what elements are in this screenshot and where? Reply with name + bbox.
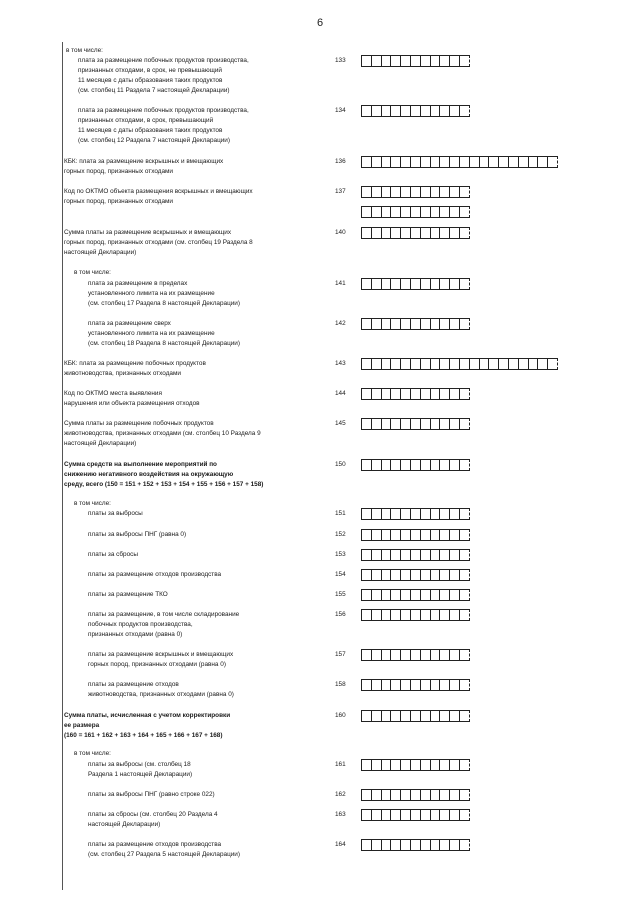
line-code: 152 [335, 531, 346, 538]
input-cell[interactable] [459, 529, 470, 541]
input-cell[interactable] [459, 278, 470, 290]
row-label: в том числе: [74, 500, 111, 507]
line-code: 150 [335, 461, 346, 468]
row-label: платы за выбросы [88, 510, 143, 517]
line-code: 142 [335, 320, 346, 327]
row-label: Сумма платы за размещение вскрышных и вмещающих горных пород, признанных отходами (см. столбец 19 Раздела 8 настоящей Декларации) [64, 229, 253, 256]
row-label: плата за размещение побочных продуктов производства, признанных отходами, в срок, не превышающий 11 месяцев с даты образования таких продуктов (см. столбец 11 Раздела 7 настоящей Декларации) [78, 57, 249, 94]
input-cell[interactable] [459, 649, 470, 661]
input-cell[interactable] [459, 589, 470, 601]
row-label: платы за размещение отходов производства (см. столбец 27 Раздела 5 настоящей Декларации) [88, 841, 241, 858]
line-code: 156 [335, 611, 346, 618]
input-cells[interactable] [361, 186, 469, 198]
input-cell[interactable] [459, 418, 470, 430]
input-cells[interactable] [361, 569, 469, 581]
row-label: платы за размещение, в том числе складирование побочных продуктов производства, признанных отходами (равна 0) [88, 611, 240, 638]
input-cells[interactable] [361, 55, 469, 67]
input-cell[interactable] [459, 508, 470, 520]
row-label: платы за размещение отходов производства [88, 571, 222, 578]
input-cells[interactable] [361, 278, 469, 290]
input-cell[interactable] [459, 679, 470, 691]
input-cells[interactable] [361, 459, 469, 471]
input-cell[interactable] [459, 549, 470, 561]
row-label: платы за выбросы ПНГ (равно строке 022) [88, 791, 215, 798]
row-label: платы за выбросы ПНГ (равна 0) [88, 531, 187, 538]
input-cell[interactable] [459, 227, 470, 239]
line-code: 163 [335, 811, 346, 818]
line-code: 161 [335, 761, 346, 768]
input-cell[interactable] [547, 156, 558, 168]
row-label: Сумма платы за размещение побочных продуктов животноводства, признанных отходами (см. столбец 10 Раздела 9 настоящей Декларации) [64, 420, 261, 447]
input-cells[interactable] [361, 508, 469, 520]
line-code: 162 [335, 791, 346, 798]
input-cells[interactable] [361, 839, 469, 851]
input-cells[interactable] [361, 789, 469, 801]
line-code: 136 [335, 158, 346, 165]
line-code: 153 [335, 551, 346, 558]
input-cell[interactable] [459, 206, 470, 218]
page-number: 6 [316, 17, 324, 29]
line-code: 143 [335, 360, 346, 367]
input-cells[interactable] [361, 549, 469, 561]
input-cells[interactable] [361, 358, 557, 370]
input-cells[interactable] [361, 105, 469, 117]
line-code: 144 [335, 390, 346, 397]
input-cell[interactable] [459, 759, 470, 771]
input-cells[interactable] [361, 809, 469, 821]
input-cell[interactable] [459, 318, 470, 330]
input-cells[interactable] [361, 649, 469, 661]
row-label: плата за размещение в пределах установленного лимита на их размещение (см. столбец 17 Раздела 8 настоящей Декларации) [88, 280, 241, 307]
input-cells[interactable] [361, 156, 557, 168]
input-cell[interactable] [459, 809, 470, 821]
input-cell[interactable] [459, 609, 470, 621]
line-code: 151 [335, 510, 346, 517]
input-cell[interactable] [459, 839, 470, 851]
input-cells[interactable] [361, 679, 469, 691]
line-code: 160 [335, 712, 346, 719]
line-code: 133 [335, 57, 346, 64]
row-label: КБК: плата за размещение побочных продуктов животноводства, признанных отходами [64, 360, 206, 377]
row-label: в том числе: [74, 269, 111, 276]
input-cells[interactable] [361, 529, 469, 541]
row-label: в том числе: [74, 750, 111, 757]
input-cell[interactable] [547, 358, 558, 370]
input-cells[interactable] [361, 388, 469, 400]
input-cell[interactable] [459, 186, 470, 198]
line-code: 134 [335, 107, 346, 114]
input-cell[interactable] [459, 105, 470, 117]
line-code: 140 [335, 229, 346, 236]
input-cell[interactable] [459, 789, 470, 801]
input-cell[interactable] [459, 459, 470, 471]
input-cell[interactable] [459, 388, 470, 400]
row-label: платы за выбросы (см. столбец 18 Раздела 1 настоящей Декларации) [88, 761, 193, 778]
input-cell[interactable] [459, 55, 470, 67]
input-cells[interactable] [361, 609, 469, 621]
line-code: 145 [335, 420, 346, 427]
input-cell[interactable] [459, 710, 470, 722]
line-code: 137 [335, 188, 346, 195]
row-label: в том числе: [66, 47, 103, 54]
input-cells[interactable] [361, 710, 469, 722]
line-code: 155 [335, 591, 346, 598]
row-label: плата за размещение сверх установленного лимита на их размещение (см. столбец 18 Раздела 8 настоящей Декларации) [88, 320, 241, 347]
row-label: платы за размещение вскрышных и вмещающих горных пород, признанных отходами (равна 0) [88, 651, 234, 668]
input-cells[interactable] [361, 318, 469, 330]
row-label: КБК: плата за размещение вскрышных и вмещающих горных пород, признанных отходами [64, 158, 224, 175]
line-code: 141 [335, 280, 346, 287]
input-cells[interactable] [361, 759, 469, 771]
row-label: платы за сбросы [88, 551, 138, 558]
row-label: плата за размещение побочных продуктов производства, признанных отходами, в срок, превышающий 11 месяцев с даты образования таких продуктов (см. столбец 12 Раздела 7 настоящей Декларации) [78, 107, 249, 144]
line-code: 154 [335, 571, 346, 578]
row-label: Сумма средств на выполнение мероприятий по снижению негативного воздействия на окружающую среду, всего (150 = 151 + 152 + 153 + 154 + 155 + 156 + 157 + 158) [64, 461, 264, 488]
line-code: 157 [335, 651, 346, 658]
input-cells[interactable] [361, 418, 469, 430]
row-label: платы за сбросы (см. столбец 20 Раздела 4 настоящей Декларации) [88, 811, 218, 828]
input-cell[interactable] [459, 569, 470, 581]
line-code: 158 [335, 681, 346, 688]
row-label: платы за размещение отходов животноводства, признанных отходами (равна 0) [88, 681, 234, 698]
row-label: Код по ОКТМО места выявления нарушения или объекта размещения отходов [64, 390, 200, 407]
line-code: 164 [335, 841, 346, 848]
row-label: платы за размещение ТКО [88, 591, 168, 598]
input-cells[interactable] [361, 227, 469, 239]
input-cells[interactable] [361, 206, 469, 218]
row-label: Код по ОКТМО объекта размещения вскрышных и вмещающих горных пород, признанных отходами [64, 188, 253, 205]
input-cells[interactable] [361, 589, 469, 601]
row-label: Сумма платы, исчисленная с учетом корректировки ее размера (160 = 161 + 162 + 163 + 164 + 165 + 166 + 167 + 168) [64, 712, 231, 739]
